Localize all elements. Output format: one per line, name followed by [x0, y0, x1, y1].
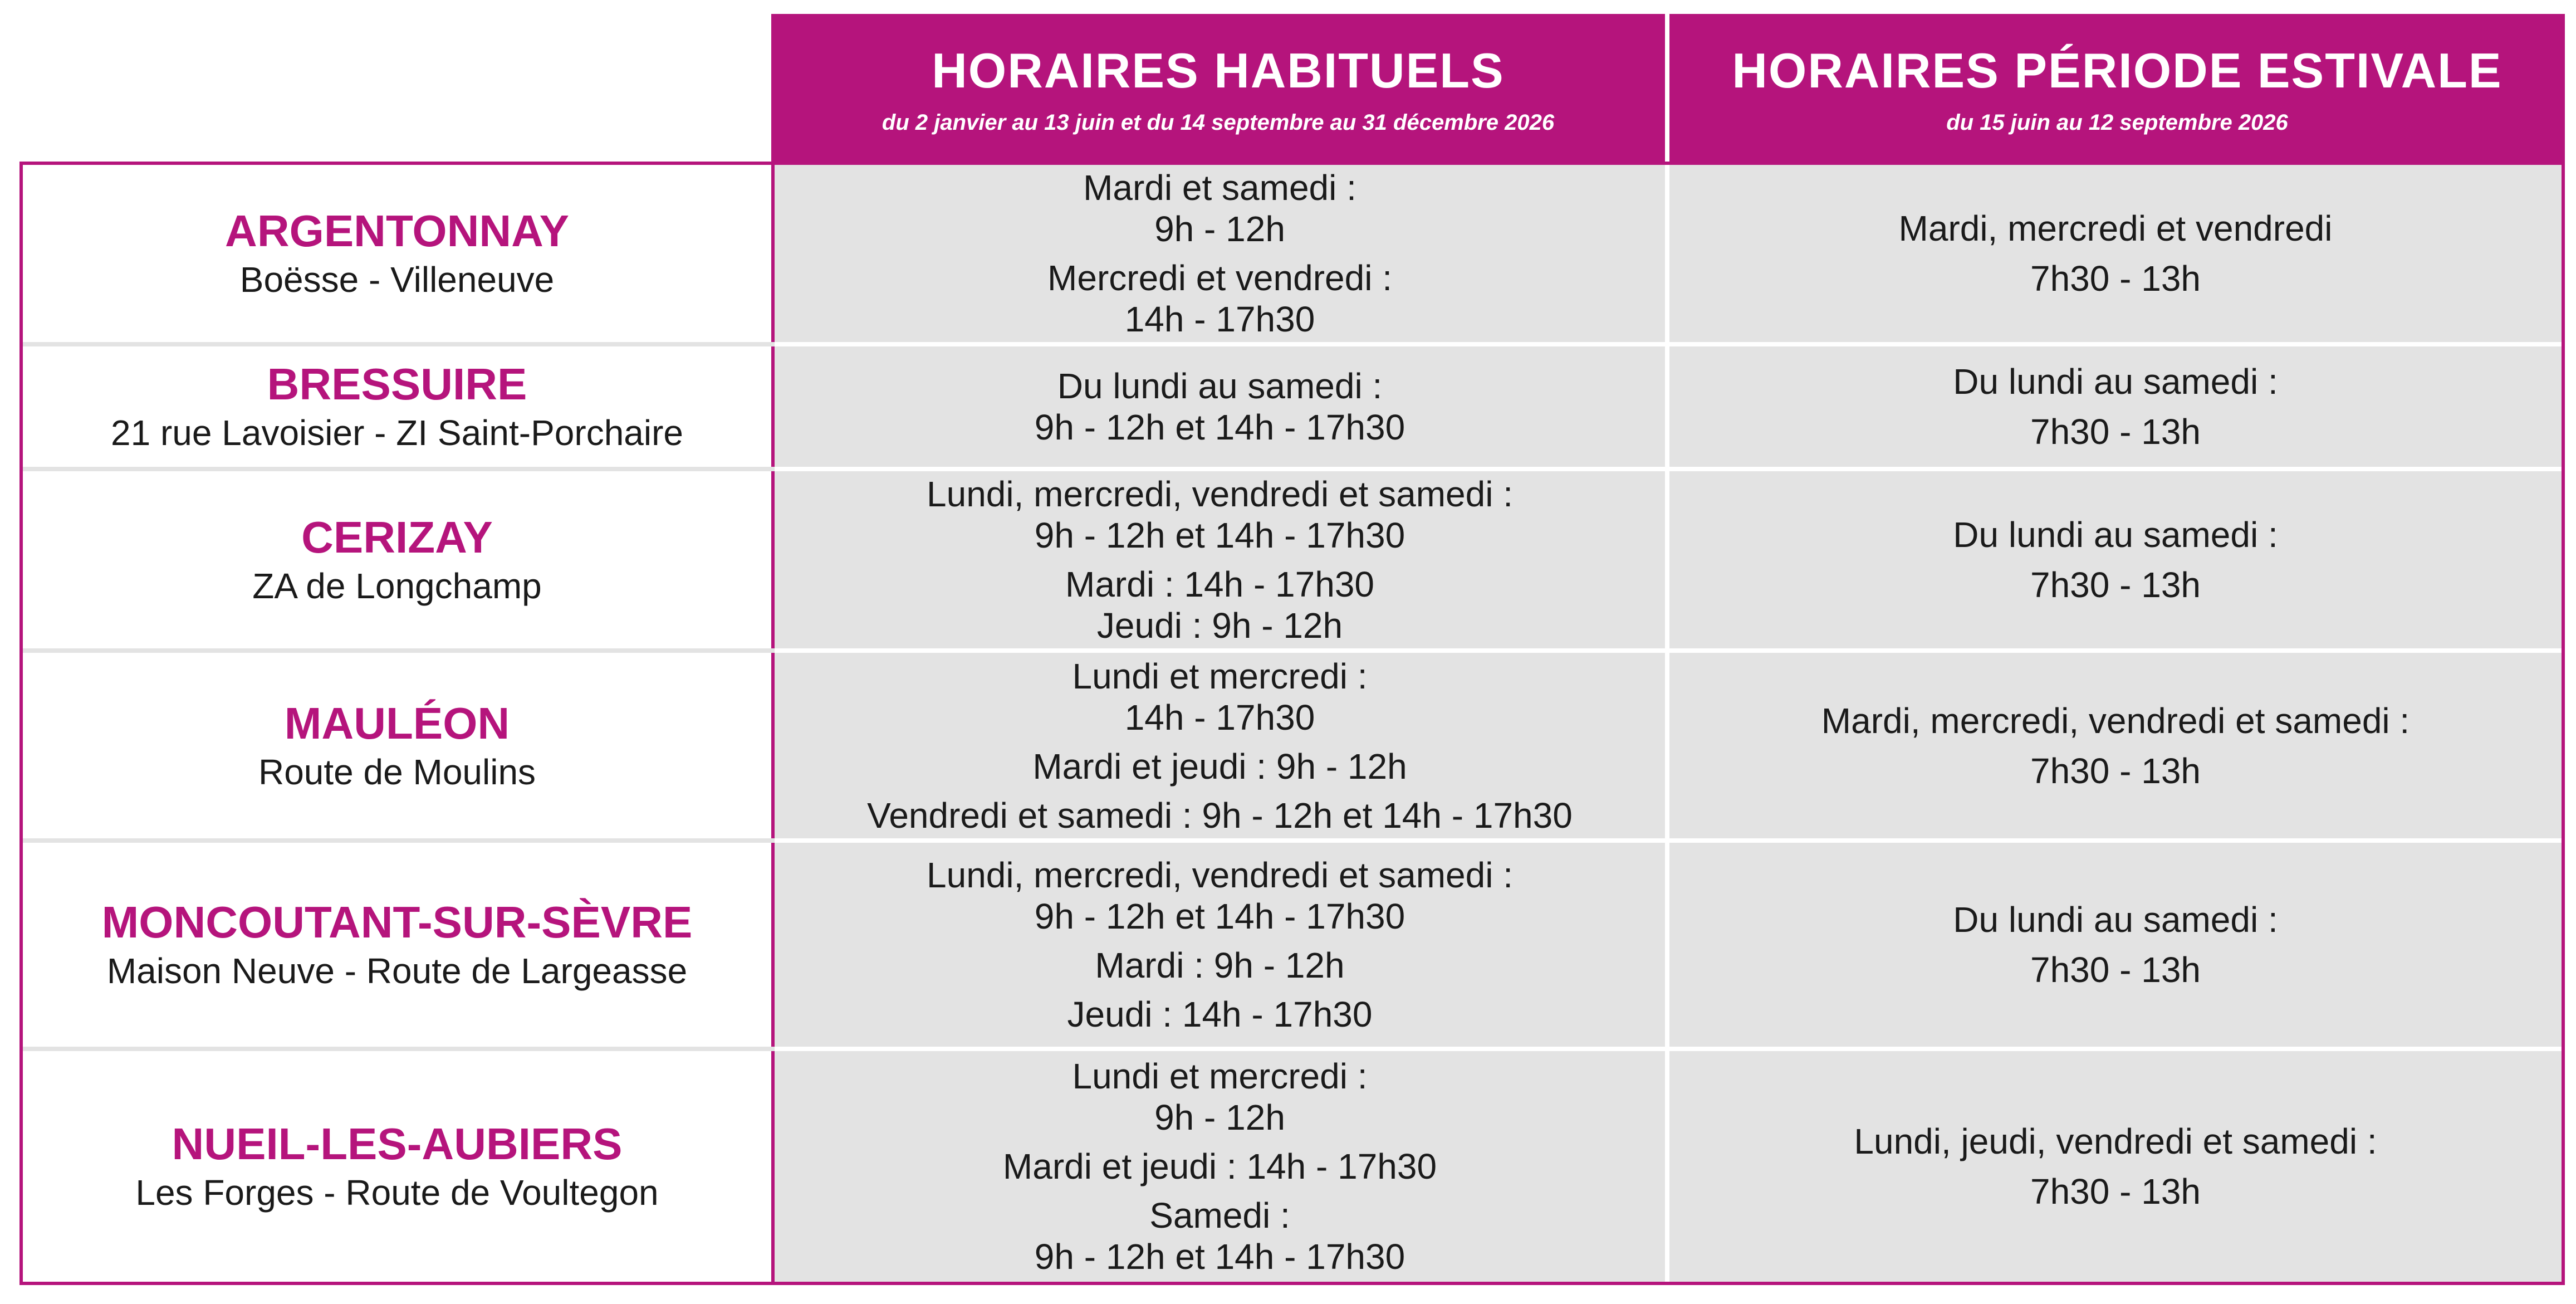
habituels-cell [775, 471, 1665, 648]
schedule-table [19, 162, 2565, 1285]
estivale-cell [1669, 165, 2562, 342]
estivale-cell [1669, 1051, 2562, 1282]
site-name: MONCOUTANT-SUR-SÈVRE [101, 897, 693, 947]
column-divider [1665, 1051, 1669, 1282]
schedule-line: Du lundi au samedi : [1953, 515, 2278, 555]
row-divider [23, 1047, 2562, 1051]
site-cell [23, 653, 771, 838]
schedule-line: Mardi, mercredi et vendredi [1898, 208, 2333, 248]
table-row [23, 1051, 2562, 1282]
habituels-cell [775, 346, 1665, 467]
schedule-line: Lundi, mercredi, vendredi et samedi : [927, 474, 1513, 514]
site-name: MAULÉON [284, 698, 510, 748]
site-address: Les Forges - Route de Voultegon [135, 1173, 659, 1213]
schedule-block [927, 854, 1513, 937]
schedule-block [1047, 257, 1392, 340]
site-name: BRESSUIRE [267, 359, 527, 409]
schedule-block [1035, 1195, 1405, 1277]
column-divider [1665, 346, 1669, 467]
schedule-line: Du lundi au samedi : [1953, 362, 2278, 402]
schedule-block [1953, 356, 2278, 457]
schedule-block [1032, 746, 1407, 787]
header-habituels [771, 14, 1665, 162]
row-divider-segment [775, 648, 2562, 653]
table-row [23, 165, 2562, 342]
schedule-line: 9h - 12h et 14h - 17h30 [1034, 1237, 1405, 1277]
column-divider [1665, 471, 1669, 648]
schedule-line: 7h30 - 13h [2030, 950, 2201, 990]
schedule-line: Samedi : [1149, 1195, 1290, 1235]
header-habituels-title: HORAIRES HABITUELS [932, 43, 1505, 98]
schedule-line: Jeudi : 9h - 12h [1096, 605, 1343, 646]
schedule-block [1065, 564, 1374, 646]
site-cell [23, 165, 771, 342]
schedule-line: 7h30 - 13h [2030, 1171, 2201, 1212]
table-row [23, 471, 2562, 648]
site-name: NUEIL-LES-AUBIERS [172, 1119, 623, 1169]
row-divider-segment [775, 1047, 2562, 1051]
site-address: Boësse - Villeneuve [239, 260, 555, 300]
schedule-line: Mardi, mercredi, vendredi et samedi : [1821, 700, 2410, 741]
schedule-line: 14h - 17h30 [1124, 697, 1315, 738]
schedule-line: Mardi et samedi : [1083, 168, 1356, 208]
schedule-line: Vendredi et samedi : 9h - 12h et 14h - 17h30 [867, 795, 1573, 836]
site-address: ZA de Longchamp [252, 566, 542, 606]
schedule-line: Lundi, jeudi, vendredi et samedi : [1854, 1121, 2377, 1161]
schedule-line: Jeudi : 14h - 17h30 [1067, 994, 1373, 1034]
table-row [23, 843, 2562, 1047]
schedule-block [1899, 203, 2333, 304]
schedule-block [1953, 895, 2278, 995]
schedule-line: 14h - 17h30 [1124, 299, 1315, 339]
schedule-block [927, 473, 1513, 556]
row-divider [23, 467, 2562, 471]
column-divider [1665, 843, 1669, 1047]
estivale-cell [1669, 471, 2562, 648]
header-habituels-subtitle: du 2 janvier au 13 juin et du 14 septembre au 31 décembre 2026 [881, 110, 1555, 135]
site-address: Route de Moulins [258, 751, 536, 792]
header-estivale-subtitle: du 15 juin au 12 septembre 2026 [1946, 110, 2288, 135]
schedule-block [1953, 510, 2278, 610]
table-row [23, 346, 2562, 467]
header-estivale-title: HORAIRES PÉRIODE ESTIVALE [1732, 43, 2502, 98]
schedule-line: Lundi, mercredi, vendredi et samedi : [927, 855, 1513, 895]
schedule-line: Du lundi au samedi : [1953, 900, 2278, 940]
site-name: CERIZAY [301, 512, 493, 562]
habituels-cell [775, 653, 1665, 838]
schedule-block [1035, 365, 1405, 448]
schedule-line: 7h30 - 13h [2030, 565, 2201, 605]
site-address: 21 rue Lavoisier - ZI Saint-Porchaire [111, 413, 683, 453]
schedule-line: Mardi : 14h - 17h30 [1065, 564, 1374, 604]
habituels-cell [775, 843, 1665, 1047]
schedule-line: 9h - 12h et 14h - 17h30 [1034, 896, 1405, 936]
habituels-cell [775, 1051, 1665, 1282]
schedule-block [1072, 656, 1367, 738]
schedule-line: 7h30 - 13h [2030, 750, 2201, 791]
column-divider [1665, 653, 1669, 838]
site-cell [23, 346, 771, 467]
schedule-block [1072, 1056, 1367, 1138]
schedule-line: 9h - 12h [1154, 1097, 1285, 1137]
schedule-line: Lundi et mercredi : [1072, 1056, 1368, 1096]
schedule-line: 9h - 12h [1154, 209, 1285, 249]
column-divider [1665, 165, 1669, 342]
schedule-line: Mardi : 9h - 12h [1095, 945, 1345, 985]
row-divider-segment [775, 838, 2562, 843]
schedule-line: Lundi et mercredi : [1072, 656, 1368, 696]
estivale-cell [1669, 653, 2562, 838]
schedule-block [1854, 1116, 2377, 1217]
schedule-block [1083, 167, 1356, 250]
site-name: ARGENTONNAY [225, 206, 569, 256]
schedule-block [1095, 945, 1344, 986]
site-cell [23, 471, 771, 648]
row-divider [23, 648, 2562, 653]
table-row [23, 653, 2562, 838]
schedule-line: Mardi et jeudi : 14h - 17h30 [1002, 1146, 1437, 1186]
schedule-block [1821, 696, 2410, 796]
habituels-cell [775, 165, 1665, 342]
row-divider-segment [775, 467, 2562, 471]
estivale-cell [1669, 346, 2562, 467]
schedule-line: 7h30 - 13h [2030, 258, 2201, 299]
schedule-line: 9h - 12h et 14h - 17h30 [1034, 407, 1405, 447]
site-cell [23, 1051, 771, 1282]
schedule-line: Mercredi et vendredi : [1047, 258, 1392, 298]
header-estivale [1669, 14, 2565, 162]
row-divider [23, 838, 2562, 843]
schedule-line: Mardi et jeudi : 9h - 12h [1032, 746, 1407, 787]
schedule-line: 7h30 - 13h [2030, 412, 2201, 452]
site-address: Maison Neuve - Route de Largeasse [106, 951, 688, 991]
schedule-line: 9h - 12h et 14h - 17h30 [1034, 515, 1405, 555]
schedule-block [1003, 1146, 1437, 1187]
schedule-block [867, 795, 1573, 836]
row-divider-segment [775, 342, 2562, 346]
schedule-line: Du lundi au samedi : [1057, 366, 1383, 406]
row-divider [23, 342, 2562, 346]
estivale-cell [1669, 843, 2562, 1047]
site-cell [23, 843, 771, 1047]
schedule-block [1067, 994, 1373, 1035]
